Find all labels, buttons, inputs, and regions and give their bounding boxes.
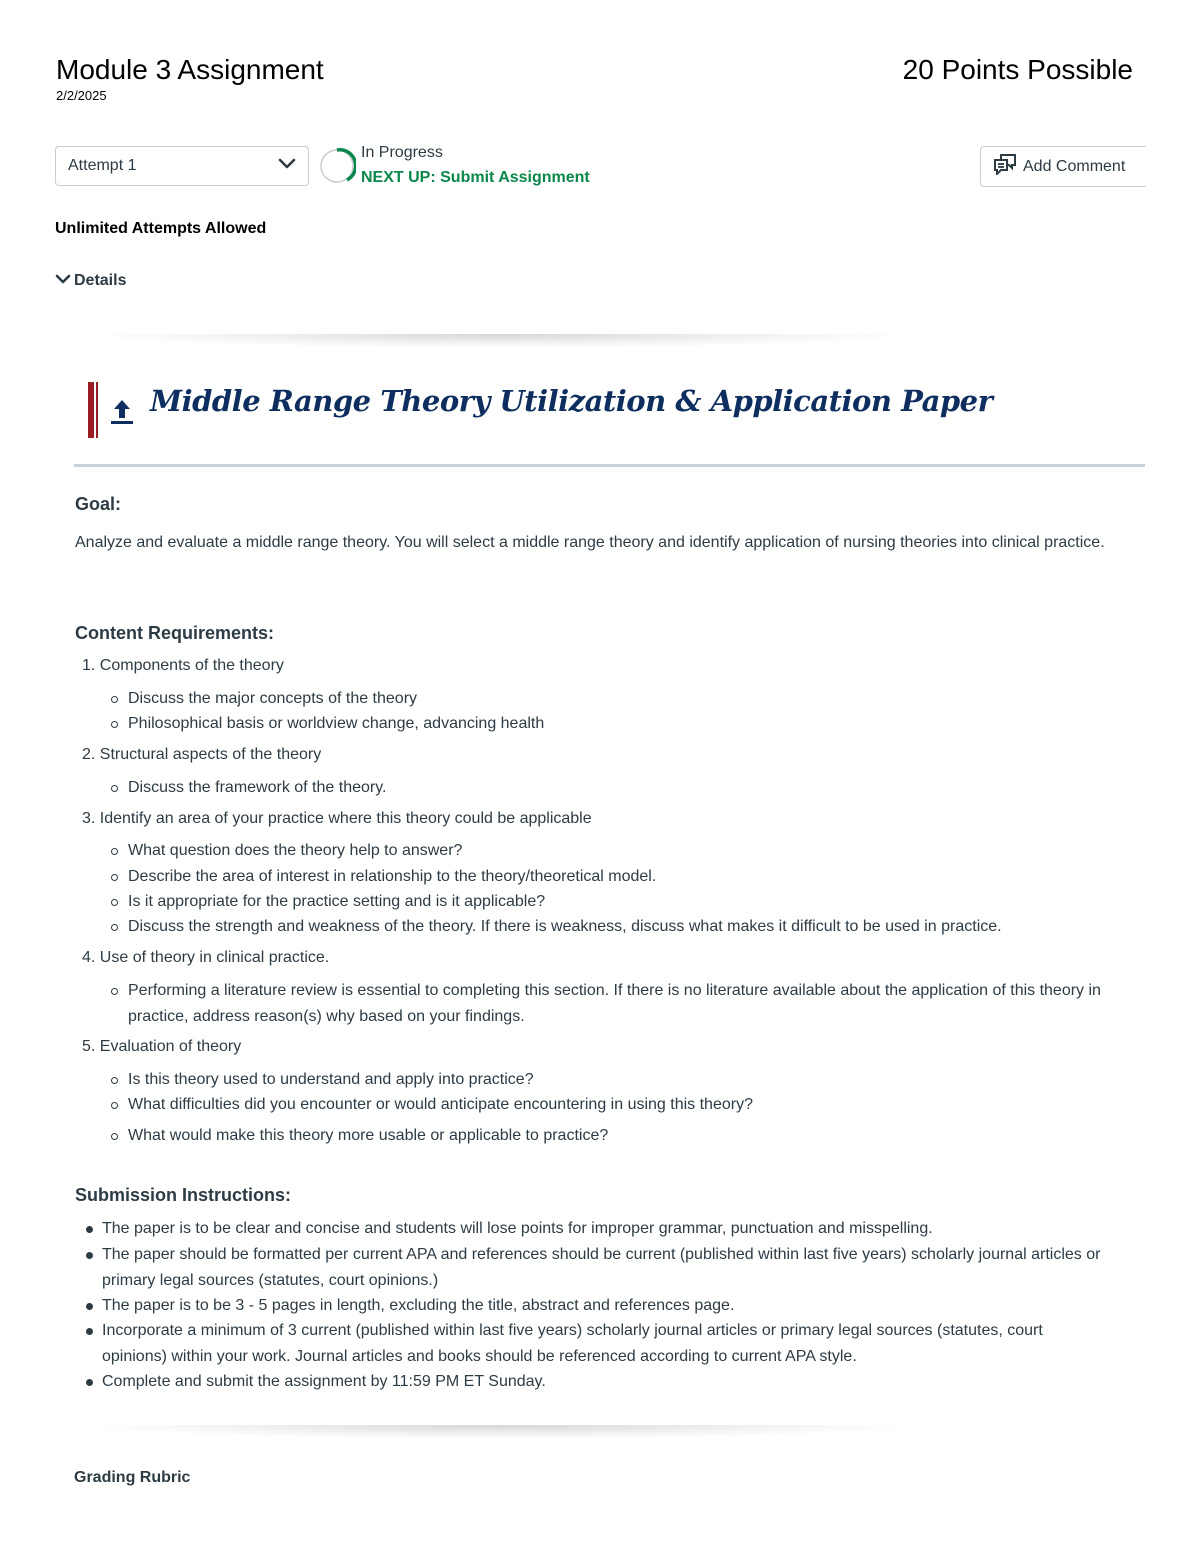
requirement-subitem: Philosophical basis or worldview change, advancing health (128, 711, 544, 737)
details-toggle[interactable] (55, 272, 126, 290)
grading-rubric-heading: Grading Rubric (74, 1469, 191, 1486)
requirement-subitem: What difficulties did you encounter or would anticipate encountering in using this theory? (128, 1092, 753, 1118)
attempt-select-value: Attempt 1 (68, 157, 137, 174)
shadow-divider (90, 1425, 910, 1439)
assignment-date: 2/2/2025 (56, 88, 107, 103)
requirement-item: 4. Use of theory in clinical practice. (82, 949, 330, 966)
submission-item: The paper is to be 3 - 5 pages in length, excluding the title, abstract and references page. (102, 1293, 1147, 1319)
submission-item: Complete and submit the assignment by 11:59 PM ET Sunday. (102, 1369, 1147, 1395)
submission-instructions-heading: Submission Instructions: (75, 1185, 292, 1205)
attempt-status: In Progress (361, 144, 443, 161)
requirement-subitem: Discuss the strength and weakness of the theory. If there is weakness, discuss what makes it difficult to be used in practice. (128, 914, 1002, 940)
upload-icon (108, 392, 136, 426)
requirement-item: 1. Components of the theory (82, 657, 284, 674)
requirement-subitem: Is this theory used to understand and apply into practice? (128, 1067, 534, 1093)
requirement-item: 5. Evaluation of theory (82, 1038, 242, 1055)
comment-icon (993, 153, 1017, 180)
banner-accent-bar (88, 382, 94, 438)
next-up-label: NEXT UP: Submit Assignment (361, 169, 590, 186)
requirement-subitem: What question does the theory help to answer? (128, 838, 462, 864)
banner-divider (74, 464, 1145, 467)
requirement-subitem: What would make this theory more usable or applicable to practice? (128, 1123, 608, 1149)
add-comment-button[interactable] (980, 146, 1146, 187)
submission-item: Incorporate a minimum of 3 current (published within last five years) scholarly journal articles or primary legal sources (statutes, court opinions) within your work. Journal articles and books should be referenced according to current APA style. (102, 1318, 1112, 1370)
requirement-subitem: Discuss the framework of the theory. (128, 775, 386, 801)
details-label: Details (74, 272, 127, 289)
points-possible: 20 Points Possible (902, 54, 1133, 85)
banner-title: Middle Range Theory Utilization & Application Paper (150, 384, 993, 418)
requirement-item: 2. Structural aspects of the theory (82, 746, 322, 763)
chevron-down-icon (55, 272, 71, 290)
requirement-subitem: Performing a literature review is essential to completing this section. If there is no literature available about the application of this theory in practice, address reason(s) why based on your findings. (128, 978, 1143, 1030)
shadow-divider (90, 334, 910, 348)
goal-heading: Goal: (75, 494, 122, 514)
attempts-allowed: Unlimited Attempts Allowed (55, 220, 267, 237)
attempt-select[interactable] (55, 146, 309, 186)
requirement-item: 3. Identify an area of your practice where this theory could be applicable (82, 810, 592, 827)
submission-item: The paper should be formatted per current APA and references should be current (published within last five years) scholarly journal articles or primary legal sources (statutes, court opinions.) (102, 1242, 1147, 1294)
requirement-subitem: Discuss the major concepts of the theory (128, 686, 417, 712)
content-requirements-heading: Content Requirements: (75, 623, 275, 643)
in-progress-icon (318, 147, 356, 185)
add-comment-label: Add Comment (1023, 157, 1126, 175)
chevron-down-icon (278, 157, 296, 175)
requirement-subitem: Describe the area of interest in relationship to the theory/theoretical model. (128, 864, 656, 890)
submission-item: The paper is to be clear and concise and students will lose points for improper grammar, punctuation and misspelling. (102, 1216, 1147, 1242)
goal-text: Analyze and evaluate a middle range theory. You will select a middle range theory and identify application of nursing theories into clinical practice. (75, 534, 1105, 551)
banner-accent-bar (96, 382, 98, 438)
requirement-subitem: Is it appropriate for the practice setting and is it applicable? (128, 889, 545, 915)
page-title: Module 3 Assignment (56, 54, 324, 85)
